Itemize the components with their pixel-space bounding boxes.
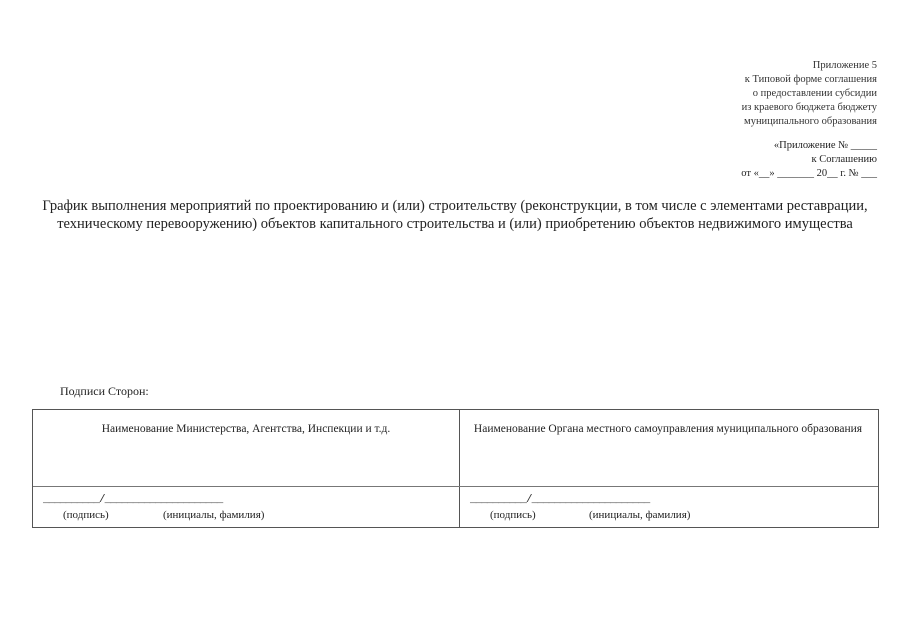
- municipal-body-name-header: Наименование Органа местного самоуправления муниципального образования: [473, 423, 863, 435]
- column-divider: [459, 410, 460, 527]
- appendix-line: о предоставлении субсидии: [752, 88, 877, 99]
- annex-reference: [741, 139, 877, 181]
- annex-line: «Приложение № _____: [773, 140, 877, 151]
- appendix-line: муниципального образования: [744, 116, 877, 127]
- ministry-name-label: (инициалы, фамилия): [163, 509, 265, 521]
- municipal-signature-label: (подпись): [490, 509, 536, 521]
- ministry-signature-label: (подпись): [63, 509, 109, 521]
- signatures-table: [32, 409, 879, 528]
- appendix-line: Приложение 5: [812, 60, 877, 71]
- appendix-line: к Типовой форме соглашения: [744, 74, 877, 85]
- municipal-name-label: (инициалы, фамилия): [589, 509, 691, 521]
- appendix-reference: [742, 59, 877, 129]
- row-divider: [33, 486, 878, 487]
- annex-line: к Соглашению: [811, 154, 877, 165]
- ministry-signature-line: __________/_____________________: [43, 494, 223, 506]
- ministry-name-header: Наименование Министерства, Агентства, Инспекции и т.д.: [101, 423, 391, 435]
- appendix-line: из краевого бюджета бюджету: [741, 102, 877, 113]
- annex-line: от «__» _______ 20__ г. № ___: [741, 168, 877, 179]
- document-title: График выполнения мероприятий по проектированию и (или) строительству (реконструкции, в том числе с элементами реставрации, техническому перевооружению) объектов капитального строительства и (или) приобретению объектов недвижимого имущества: [42, 198, 868, 232]
- municipal-signature-line: __________/_____________________: [470, 494, 650, 506]
- signatures-caption: Подписи Сторон:: [60, 384, 149, 398]
